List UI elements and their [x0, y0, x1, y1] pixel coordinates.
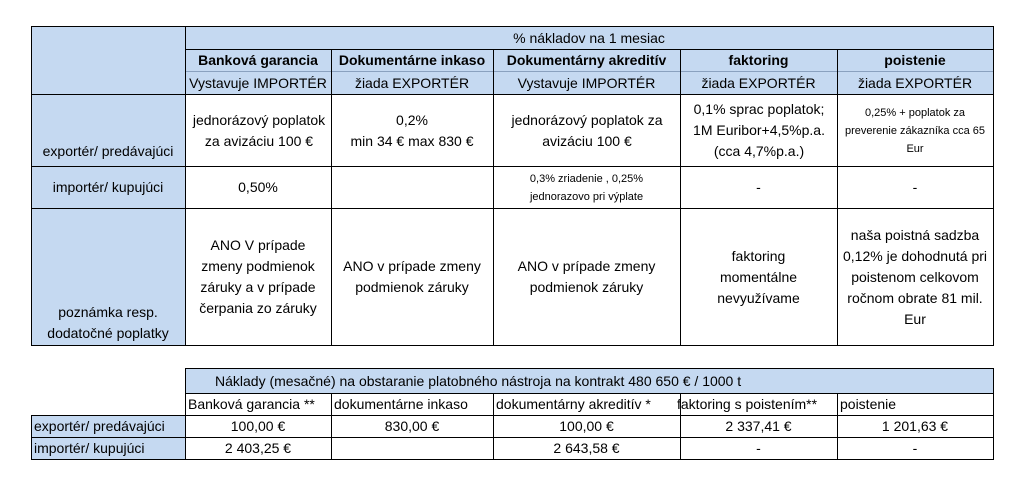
t2-cell-exporter-insurance: 1 201,63 €: [881, 418, 949, 434]
table1-title: % nákladov na 1 mesiac: [513, 29, 665, 46]
cell-importer-bank-guarantee: 0,50%: [238, 179, 278, 195]
t2-cell-importer-factoring: -: [756, 440, 761, 456]
col-header-bank-guarantee: Banková garancia: [198, 52, 318, 68]
cell-notes-documentary-credit: ANO v prípade zmeny podmienok záruky: [517, 258, 656, 295]
t2-col-header-insurance: poistenie: [840, 396, 897, 412]
cell-exporter-documentary-credit: jednorázový poplatok za avizáciu 100 €: [511, 111, 663, 149]
row-label-importer: importér/ kupujúci: [52, 179, 164, 195]
t2-cell-importer-documentary-collection: [331, 438, 493, 459]
t2-cell-exporter-documentary-credit: 100,00 €: [559, 418, 614, 434]
t2-cell-importer-documentary-credit: 2 643,58 €: [553, 440, 620, 456]
cell-importer-factoring: -: [756, 179, 761, 195]
cell-notes-documentary-collection: ANO v prípade zmeny podmienok záruky: [343, 258, 481, 295]
cell-exporter-bank-guarantee: jednorázový poplatok za avizáciu 100 €: [192, 111, 326, 149]
t2-row-label-importer: importér/ kupujúci: [34, 440, 145, 456]
t2-cell-exporter-factoring: 2 337,41 €: [725, 418, 792, 434]
col-header-factoring: faktoring: [728, 52, 789, 68]
cell-importer-documentary-credit: 0,3% zriadenie , 0,25% jednorazovo pri výplate: [529, 172, 644, 203]
col-subheader-documentary-credit: Vystavuje IMPORTÉR: [517, 74, 656, 91]
col-header-documentary-credit: Dokumentárny akreditív: [506, 52, 667, 68]
t2-row-label-exporter: exportér/ predávajúci: [34, 418, 165, 434]
col-header-documentary-collection: Dokumentárne inkaso: [338, 52, 486, 68]
row-label-notes: poznámka resp. dodatočné poplatky: [47, 304, 169, 341]
cell-importer-insurance: -: [912, 179, 918, 195]
col-subheader-documentary-collection: žiada EXPORTÉR: [354, 74, 470, 91]
table2-title: Náklady (mesačné) na obstaranie platobného nástroja na kontrakt 480 650 € / 1000 t: [215, 372, 742, 389]
t2-cell-importer-bank-guarantee: 2 403,25 €: [224, 440, 292, 456]
cell-notes-factoring: faktoring momentálne nevyužívame: [717, 247, 800, 306]
t2-col-header-factoring: faktoring s poistením**: [677, 396, 818, 412]
cell-notes-bank-guarantee: ANO V prípade zmeny podmienok záruky a v prípade čerpania zo záruky: [199, 237, 317, 316]
col-header-insurance: poistenie: [884, 52, 946, 68]
col-subheader-insurance: žiada EXPORTÉR: [857, 74, 973, 91]
row-label-exporter: exportér/ predávajúci: [42, 143, 174, 159]
t2-col-header-documentary-credit: dokumentárny akreditív *: [496, 396, 651, 412]
cell-exporter-insurance: 0,25% + poplatok za preverenie zákazníka cca 65 Eur: [844, 106, 986, 155]
t2-cell-exporter-bank-guarantee: 100,00 €: [230, 418, 286, 434]
cell-exporter-documentary-collection: 0,2% min 34 € max 830 €: [350, 111, 474, 149]
t2-col-header-bank-guarantee: Banková garancia **: [188, 396, 315, 412]
t2-cell-importer-insurance: -: [912, 440, 918, 456]
col-subheader-bank-guarantee: Vystavuje IMPORTÉR: [189, 74, 327, 91]
t2-col-header-documentary-collection: dokumentárne inkaso: [334, 396, 468, 412]
cell-importer-documentary-collection: [331, 167, 493, 208]
cell-exporter-factoring: 0,1% sprac poplatok; 1M Euribor+4,5%p.a. (cca 4,7%p.a.): [693, 101, 825, 159]
col-subheader-factoring: žiada EXPORTÉR: [701, 74, 816, 91]
cell-notes-insurance: naša poistná sadzba 0,12% je dohodnutá pri poistenom celkovom ročnom obrate 81 mil. Eur: [843, 226, 987, 327]
t2-cell-exporter-documentary-collection: 830,00 €: [384, 418, 440, 434]
